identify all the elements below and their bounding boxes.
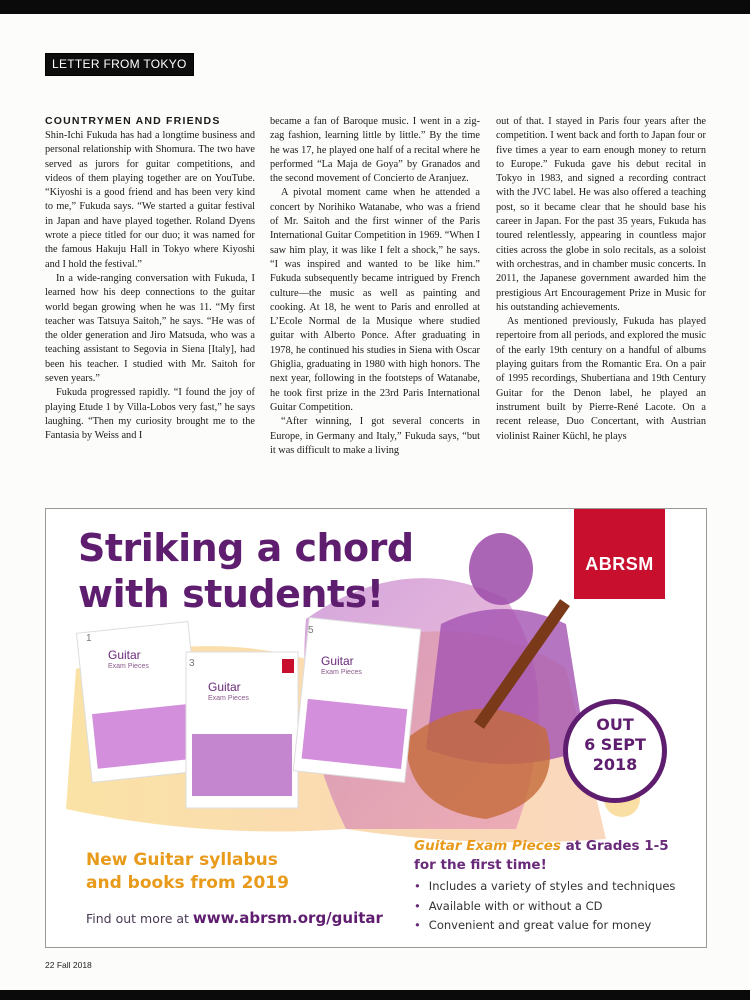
paragraph: Shin-Ichi Fukuda has had a longtime business and personal relationship with Shomura. The two have served as jurors for guitar competitions, and videos of them playing together are on YouTube. “Kiyoshi is a good friend and has been very kind to me,” Fukuda says. “We started a guitar festival in Japan and have played together. Roland Dyens wrote a piece titled for our duo; it was named for the famous Hakuju Hall in Tokyo where Kiyoshi and I hold the festival.” [45, 130, 255, 270]
top-edge-bar [0, 0, 750, 14]
book-title-text: Guitar [108, 648, 141, 662]
paragraph: Fukuda progressed rapidly. “I found the joy of playing Etude 1 by Villa-Lobos very fast,” he says laughing. “Then my curiosity brought me to the Fantasia by Weiss and I [45, 387, 255, 442]
feature-item: • Includes a variety of styles and techniques [414, 877, 675, 897]
section-tag: LETTER FROM TOKYO [45, 53, 194, 76]
book-grade-number: 1 [86, 633, 92, 644]
book-title-text: Guitar [208, 680, 241, 694]
feature-item: • Convenient and great value for money [414, 916, 675, 936]
exam-heading-rest: at Grades 1-5 [560, 838, 669, 854]
ad-headline [78, 525, 458, 617]
exam-book-grade-1 [76, 622, 203, 783]
badge-line-date: 6 SEPT [584, 735, 646, 754]
book-title-text: Guitar [321, 654, 354, 668]
abrsm-guitar-link[interactable]: www.abrsm.org/guitar [192, 909, 383, 927]
abrsm-logo-text: ABRSM [585, 554, 654, 574]
exam-heading-italic: Guitar Exam Pieces [414, 838, 561, 854]
ad-subheadline-line: New Guitar syllabus [86, 850, 278, 870]
ad-subheadline [86, 849, 289, 895]
bottom-edge-bar [0, 990, 750, 1000]
exam-heading-line2: for the first time! [414, 857, 547, 873]
book-title [208, 681, 249, 703]
paragraph: A pivotal moment came when he attended a concert by Norihiko Watanabe, who was a friend of Mr. Saitoh and the first winner of the Paris International Guitar Competition in 1969. “When I saw him play, it was like I felt a shock,” he says. “I was inspired and wanted to be like him.” Fukuda subsequently became intrigued by French culture—the music as well as painting and cooking. At 18, he went to Paris and enrolled at L’Ecole Normal de la Musique where studied guitar with Alberto Ponce. After graduating in 1978, he continued his studies in Siena with Oscar Ghiglia, graduating in 1980 with high honors. The next year, following in the footsteps of Watanabe, he took first prize in the 23rd Paris International Guitar Competition. [270, 187, 480, 413]
page-footer: 22 Fall 2018 [45, 960, 92, 970]
paragraph: “After winning, I got several concerts in Europe, in Germany and Italy,” Fukuda says, “but it was difficult to make a living [270, 416, 480, 456]
paragraph: As mentioned previously, Fukuda has played repertoire from all periods, and explored the music of the early 19th century on a handful of albums playing guitars from the Romantic Era. On a pair of 1995 recordings, Shubertiana and 19th Century Guitar for the Denon label, he played an instrument built by Pierre-René Lacote. On a recent release, Duo Concertant, with Austrian violinist Rainer Küchl, he plays [496, 316, 706, 442]
paragraph: became a fan of Baroque music. I went in a zig-zag fashion, learning little by little.” By the time he was 17, he played one half of a recital where he performed “La Maja de Goya” by Granados and the second movement of Concierto de Aranjuez. [270, 116, 480, 185]
feature-item: • Available with or without a CD [414, 897, 675, 917]
book-subtitle: Exam Pieces [321, 669, 362, 676]
find-out-more [86, 909, 383, 927]
exam-book-grade-5 [293, 618, 420, 783]
article-column-3 [496, 115, 706, 493]
abrsm-advertisement[interactable] [45, 508, 707, 948]
exam-book-grade-3 [186, 652, 298, 808]
ad-headline-line: Striking a chord [78, 526, 414, 570]
book-title [108, 649, 149, 671]
article-column-2 [270, 115, 480, 493]
book-grade-number: 3 [189, 658, 195, 669]
ad-subheadline-line: and books from 2019 [86, 873, 289, 893]
exam-pieces-heading [414, 837, 669, 875]
badge-line-out: OUT [596, 715, 634, 734]
badge-line-year: 2018 [592, 755, 638, 774]
find-out-prefix: Find out more at [86, 911, 193, 926]
article-subhead: COUNTRYMEN AND FRIENDS [45, 115, 221, 127]
book-grade-number: 5 [308, 625, 314, 636]
paragraph: out of that. I stayed in Paris four years after the competition. I went back and forth to Japan four or five times a year to earn enough money to return to Europe.” Fukuda gave his debut recital in Tokyo in 1983, and signed a recording contract with the JVC label. He was also offered a teaching post, so it became clear that he should base his career in Japan. For the past 35 years, Fukuda has toured relentlessly, appearing in countless major cities across the globe in solo recitals, as a soloist with orchestras, and in chamber music concerts. In 2011, the Japanese government awarded him the prestigious Art Encouragement Prize in Music for his outstanding achievements. [496, 116, 706, 313]
ad-headline-line: with students! [78, 572, 384, 616]
book-subtitle: Exam Pieces [108, 663, 149, 670]
paragraph: In a wide-ranging conversation with Fukuda, I learned how his deep connections to the guitar world began growing when he was 11. “My first teacher was Tatsuya Saitoh,” he says. “He was of the older generation and Jiro Matsuda, who was a teaching assistant to Segovia in Siena [Italy], had been his teacher. I studied with Mr. Saitoh for seven years.” [45, 272, 255, 385]
book-title [321, 655, 362, 677]
article-body [45, 115, 706, 493]
book-subtitle: Exam Pieces [208, 695, 249, 702]
article-column-1 [45, 115, 255, 493]
feature-list [414, 877, 675, 936]
